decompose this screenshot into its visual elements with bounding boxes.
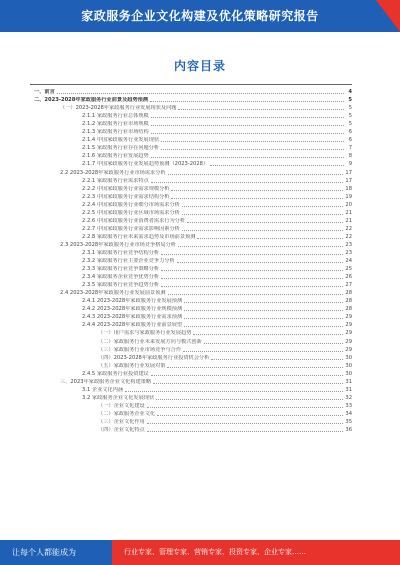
toc-entry[interactable] — [34, 127, 352, 135]
toc-entry-label: （一）用户需求与家政服务行业发展趋势 — [98, 330, 192, 337]
toc-leader-dots — [161, 140, 344, 142]
toc-entry-label: 2.1.7 中国家政服务行业发展趋势预测（2023-2028） — [82, 161, 209, 168]
toc-entry[interactable] — [34, 353, 352, 361]
toc-entry-label: 2.2.8 家政服务行业未来需求趋势及市场前景预测 — [82, 233, 196, 240]
toc-entry-label: 一、前言 — [34, 89, 55, 96]
footer-services: 行业专家、管理专家、营销专家、投资专家、企业专家…… — [124, 548, 306, 556]
toc-entry-page: 29 — [345, 338, 352, 345]
toc-entry-label: （一）2023-2028年家政服务行业发展现状及问题 — [60, 105, 177, 112]
toc-entry[interactable] — [34, 208, 352, 216]
toc-entry-label: 2.4.4 2023-2028年家政服务行业前景展望 — [82, 322, 183, 329]
toc-entry-page: 18 — [345, 185, 352, 192]
toc-entry-page: 35 — [345, 418, 352, 425]
toc-leader-dots — [153, 382, 343, 384]
toc-leader-dots — [168, 293, 344, 295]
toc-entry[interactable] — [34, 272, 352, 280]
toc-leader-dots — [161, 253, 343, 255]
toc-entry[interactable] — [34, 119, 352, 127]
table-of-contents — [34, 87, 352, 433]
toc-leader-dots — [178, 108, 344, 110]
toc-entry-page: 17 — [345, 177, 352, 184]
toc-leader-dots — [204, 342, 344, 344]
toc-entry[interactable] — [34, 248, 352, 256]
toc-leader-dots — [156, 398, 343, 400]
toc-entry-label: （五）家政服务行业发展对策 — [98, 362, 166, 369]
toc-leader-dots — [168, 173, 344, 175]
toc-leader-dots — [184, 325, 343, 327]
toc-entry-label: 2.4.3 2023-2028年家政服务行业需求预测 — [82, 314, 183, 321]
toc-leader-dots — [125, 390, 343, 392]
toc-leader-dots — [210, 164, 344, 166]
toc-entry-page: 8 — [348, 153, 352, 160]
toc-entry-label: （四）企业文化特点 — [98, 427, 145, 434]
toc-entry[interactable] — [34, 336, 352, 344]
toc-entry[interactable] — [34, 425, 352, 433]
toc-entry-label: 2.3 2023-2028年家政服务行业市场竞争格局分析 — [60, 241, 176, 248]
toc-divider — [30, 84, 352, 85]
toc-leader-dots — [197, 237, 343, 239]
toc-entry[interactable] — [34, 296, 352, 304]
toc-leader-dots — [171, 197, 343, 199]
toc-heading: 内容目录 — [173, 59, 226, 73]
toc-entry-page: 29 — [345, 346, 352, 353]
toc-leader-dots — [151, 132, 344, 134]
toc-entry-page: 23 — [345, 249, 352, 256]
toc-leader-dots — [182, 213, 344, 215]
toc-leader-dots — [178, 245, 343, 247]
toc-leader-dots — [151, 374, 344, 376]
toc-entry-label: 2.3.5 家政服务行业竞争趋势分析 — [82, 282, 160, 289]
toc-entry[interactable] — [34, 95, 352, 103]
toc-leader-dots — [182, 205, 344, 207]
toc-entry-page: 28 — [345, 290, 352, 297]
toc-leader-dots — [184, 309, 343, 311]
toc-entry[interactable] — [34, 417, 352, 425]
toc-entry[interactable] — [34, 345, 352, 353]
toc-entry[interactable] — [34, 135, 352, 143]
toc-leader-dots — [171, 189, 343, 191]
toc-entry-page: 24 — [345, 258, 352, 265]
toc-entry-page: 21 — [345, 217, 352, 224]
toc-entry-page: 29 — [345, 314, 352, 321]
toc-entry-label: 3.1 企业文化内涵 — [82, 386, 124, 393]
toc-entry-label: 2.2.1 家政服务行业需求特点 — [82, 177, 149, 184]
toc-entry-page: 30 — [345, 354, 352, 361]
toc-entry-page: 5 — [348, 105, 352, 112]
toc-entry[interactable] — [34, 409, 352, 417]
toc-entry-page: 34 — [345, 410, 352, 417]
toc-entry-page: 30 — [345, 362, 352, 369]
toc-entry[interactable] — [34, 393, 352, 401]
toc-leader-dots — [187, 221, 343, 223]
toc-entry[interactable] — [34, 232, 352, 240]
toc-leader-dots — [182, 229, 344, 231]
toc-leader-dots — [211, 358, 343, 360]
toc-entry[interactable] — [34, 256, 352, 264]
toc-leader-dots — [147, 406, 344, 408]
toc-entry-page: 27 — [345, 282, 352, 289]
toc-entry[interactable] — [34, 192, 352, 200]
toc-leader-dots — [184, 301, 343, 303]
toc-entry-page: 5 — [348, 97, 352, 104]
toc-entry-page: 9 — [348, 161, 352, 168]
toc-entry-label: 2.1.2 家政服务行业市场规模 — [82, 121, 149, 128]
toc-leader-dots — [151, 181, 344, 183]
toc-entry-label: 2.4.5 家政服务行业投资建议 — [82, 370, 149, 377]
toc-entry-label: 2.4 2023-2028年家政服务行业发展前景预测 — [60, 290, 166, 297]
toc-entry-label: 2.1.3 家政服务行业市场结构 — [82, 129, 149, 136]
toc-entry[interactable] — [34, 240, 352, 248]
toc-entry-label: （二）家政服务企业文化 — [98, 410, 156, 417]
toc-entry-page: 36 — [345, 427, 352, 434]
toc-entry-label: 2.2.4 中国家政服务行业细分市场需求分析 — [82, 201, 180, 208]
toc-entry-label: 3.2 家政服务企业文化发展现状 — [82, 394, 155, 401]
toc-entry-label: 2.1.5 家政服务行业存在问题分析 — [82, 145, 160, 152]
toc-entry[interactable] — [34, 401, 352, 409]
toc-entry-label: 2.2 2023-2028年家政服务行业市场需求分析 — [60, 169, 166, 176]
toc-entry[interactable] — [34, 216, 352, 224]
toc-entry[interactable] — [34, 377, 352, 385]
toc-entry-page: 20 — [345, 201, 352, 208]
toc-entry-page: 5 — [348, 113, 352, 120]
toc-entry-page: 21 — [345, 209, 352, 216]
toc-entry-page: 7 — [348, 145, 352, 152]
toc-entry-page: 6 — [348, 137, 352, 144]
toc-leader-dots — [161, 148, 344, 150]
toc-leader-dots — [151, 156, 344, 158]
toc-entry[interactable] — [34, 159, 352, 167]
toc-entry-page: 17 — [345, 169, 352, 176]
toc-entry[interactable] — [34, 328, 352, 336]
toc-entry[interactable] — [34, 87, 352, 95]
report-title: 家政服务企业文化构建及优化策略研究报告 — [81, 9, 319, 23]
toc-entry[interactable] — [34, 103, 352, 111]
toc-leader-dots — [57, 92, 344, 94]
toc-entry-label: 2.4.1 2023-2028年家政服务行业发展预测 — [82, 298, 183, 305]
toc-leader-dots — [177, 261, 344, 263]
toc-entry-page: 26 — [345, 274, 352, 281]
toc-entry-page: 6 — [348, 129, 352, 136]
toc-entry-page: 4 — [348, 89, 352, 96]
toc-entry-label: 2.3.3 家政服务行业竞争策略分析 — [82, 266, 160, 273]
toc-leader-dots — [147, 422, 344, 424]
toc-entry-label: 2.1.6 家政服务行业发展趋势 — [82, 153, 149, 160]
toc-entry-label: 2.2.6 中国家政服务行业消费者需求行为分析 — [82, 217, 186, 224]
toc-leader-dots — [161, 277, 343, 279]
toc-entry-label: （二）家政服务行业未来发展方向与模式创新 — [98, 338, 202, 345]
toc-entry-label: （三）家政服务行业市场竞争与合作 — [98, 346, 182, 353]
toc-leader-dots — [161, 269, 343, 271]
toc-entry-page: 19 — [345, 193, 352, 200]
toc-leader-dots — [157, 414, 343, 416]
toc-entry-label: 2.3.4 家政服务企业竞争优势分析 — [82, 274, 160, 281]
toc-entry-page: 25 — [345, 266, 352, 273]
toc-entry-page: 22 — [345, 233, 352, 240]
toc-entry[interactable] — [34, 167, 352, 175]
toc-entry[interactable] — [34, 200, 352, 208]
toc-entry-page: 31 — [345, 378, 352, 385]
toc-leader-dots — [150, 100, 344, 102]
toc-entry-page: 5 — [348, 121, 352, 128]
toc-entry-page: 28 — [345, 298, 352, 305]
toc-leader-dots — [184, 317, 343, 319]
toc-entry[interactable] — [34, 176, 352, 184]
toc-leader-dots — [193, 333, 343, 335]
toc-entry-label: 2.4.2 2023-2028年家政服务行业规模预测 — [82, 306, 183, 313]
toc-entry-label: 2.2.2 中国家政服务行业需求规模分析 — [82, 185, 170, 192]
toc-entry-label: 二、2023-2028年家政服务行业前景及趋势预测 — [34, 97, 149, 104]
toc-entry[interactable] — [34, 288, 352, 296]
toc-entry[interactable] — [34, 143, 352, 151]
toc-entry-page: 29 — [345, 322, 352, 329]
toc-entry-page: 28 — [345, 306, 352, 313]
toc-leader-dots — [147, 430, 344, 432]
toc-entry[interactable] — [34, 111, 352, 119]
toc-entry-page: 29 — [345, 330, 352, 337]
toc-entry-label: （三）企业文化作用 — [98, 418, 145, 425]
toc-entry-page: 22 — [345, 225, 352, 232]
toc-leader-dots — [151, 116, 344, 118]
toc-entry[interactable] — [34, 385, 352, 393]
toc-entry-label: 2.2.7 中国家政服务行业需求影响因素分析 — [82, 225, 180, 232]
toc-entry[interactable] — [34, 369, 352, 377]
toc-entry-page: 30 — [345, 370, 352, 377]
toc-entry-page: 23 — [345, 241, 352, 248]
toc-entry[interactable] — [34, 280, 352, 288]
toc-entry[interactable] — [34, 151, 352, 159]
toc-entry-label: 2.2.3 中国家政服务行业需求结构分析 — [82, 193, 170, 200]
toc-entry-label: 2.1.4 中国家政服务行业发展现状 — [82, 137, 160, 144]
toc-leader-dots — [183, 350, 343, 352]
toc-entry-label: 三、2023年家政服务企业文化构建策略 — [60, 378, 152, 385]
toc-entry[interactable] — [34, 312, 352, 320]
toc-entry[interactable] — [34, 361, 352, 369]
toc-entry[interactable] — [34, 184, 352, 192]
toc-entry-label: 2.3.2 家政服务行业主要企业竞争力分析 — [82, 258, 175, 265]
toc-entry[interactable] — [34, 264, 352, 272]
toc-entry-page: 31 — [345, 386, 352, 393]
toc-entry-label: 2.1.1 家政服务行业总体规模 — [82, 113, 149, 120]
toc-entry[interactable] — [34, 304, 352, 312]
footer-slogan: 让每个人都能成为 — [12, 548, 76, 557]
toc-leader-dots — [167, 366, 343, 368]
toc-leader-dots — [161, 285, 343, 287]
toc-entry-label: 2.3.1 家政服务行业竞争结构分析 — [82, 249, 160, 256]
toc-entry-page: 32 — [345, 394, 352, 401]
toc-entry-label: 2.2.5 中国家政服务行业区域市场需求分析 — [82, 209, 180, 216]
toc-entry-label: （四）2023-2028年家政服务行业投资机会分析 — [98, 354, 210, 361]
toc-entry-label: （一）企业文化建设 — [98, 402, 145, 409]
toc-entry[interactable] — [34, 224, 352, 232]
toc-entry[interactable] — [34, 320, 352, 328]
toc-leader-dots — [151, 124, 344, 126]
toc-entry-page: 33 — [345, 402, 352, 409]
